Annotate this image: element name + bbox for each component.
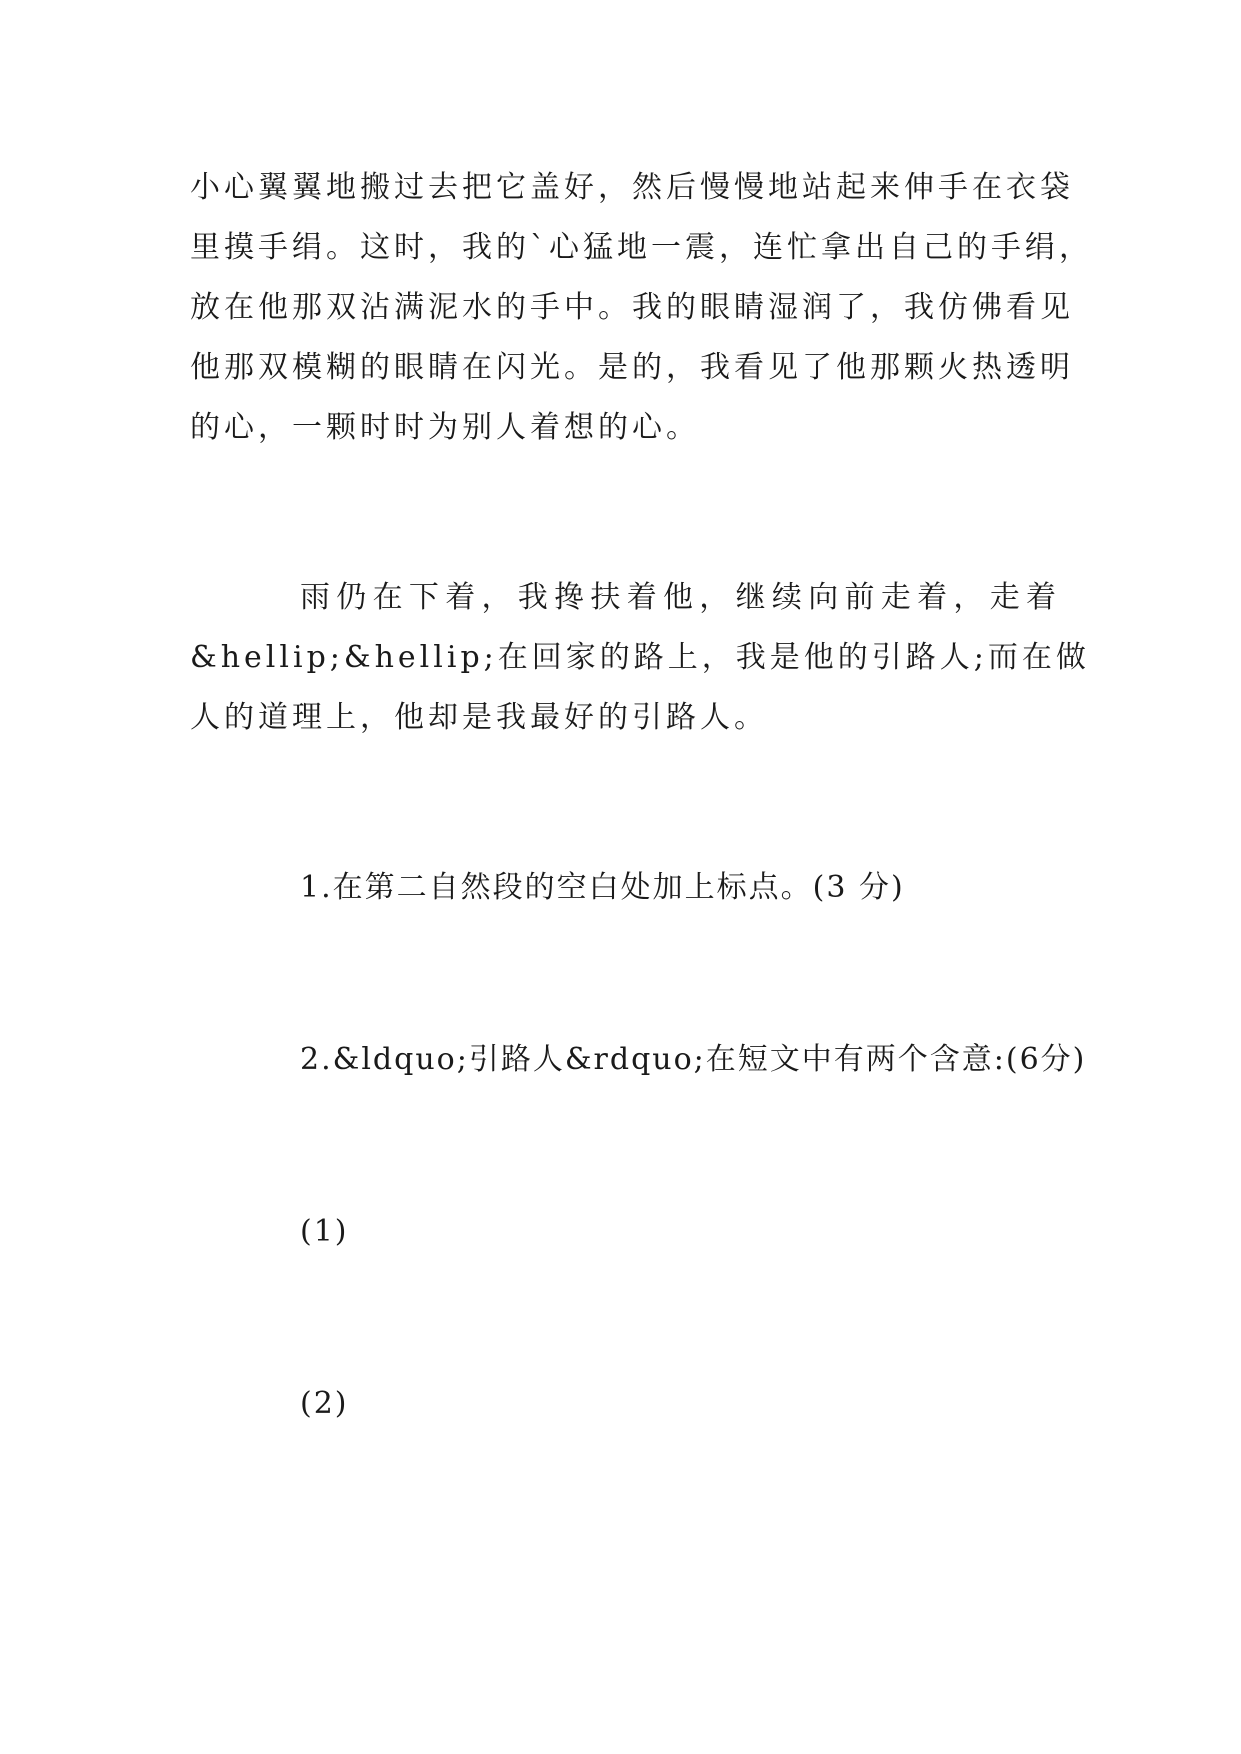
paragraph-2-line-1: 雨仍在下着，我搀扶着他，继续向前走着，走着 bbox=[300, 580, 1060, 615]
paragraph-1-line-4: 他那双模糊的眼睛在闪光。是的，我看见了他那颗火热透明 bbox=[190, 350, 1074, 385]
paragraph-1-line-5: 的心，一颗时时为别人着想的心。 bbox=[190, 410, 700, 445]
question-2: 2.&ldquo;引路人&rdquo;在短文中有两个含意:(6分) bbox=[300, 1042, 1087, 1077]
paragraph-1-line-3: 放在他那双沾满泥水的手中。我的眼睛湿润了，我仿佛看见 bbox=[190, 290, 1074, 325]
answer-blank-1: (1) bbox=[300, 1214, 349, 1249]
paragraph-1-line-2: 里摸手绢。这时，我的`心猛地一震，连忙拿出自己的手绢， bbox=[190, 230, 1093, 265]
paragraph-2-line-3: 人的道理上，他却是我最好的引路人。 bbox=[190, 700, 768, 735]
answer-blank-2: (2) bbox=[300, 1386, 349, 1421]
paragraph-2-line-2: &hellip;&hellip;在回家的路上，我是他的引路人;而在做 bbox=[190, 640, 1090, 675]
paragraph-1-line-1: 小心翼翼地搬过去把它盖好，然后慢慢地站起来伸手在衣袋 bbox=[190, 170, 1074, 205]
question-1: 1.在第二自然段的空白处加上标点。(3 分) bbox=[300, 870, 905, 905]
